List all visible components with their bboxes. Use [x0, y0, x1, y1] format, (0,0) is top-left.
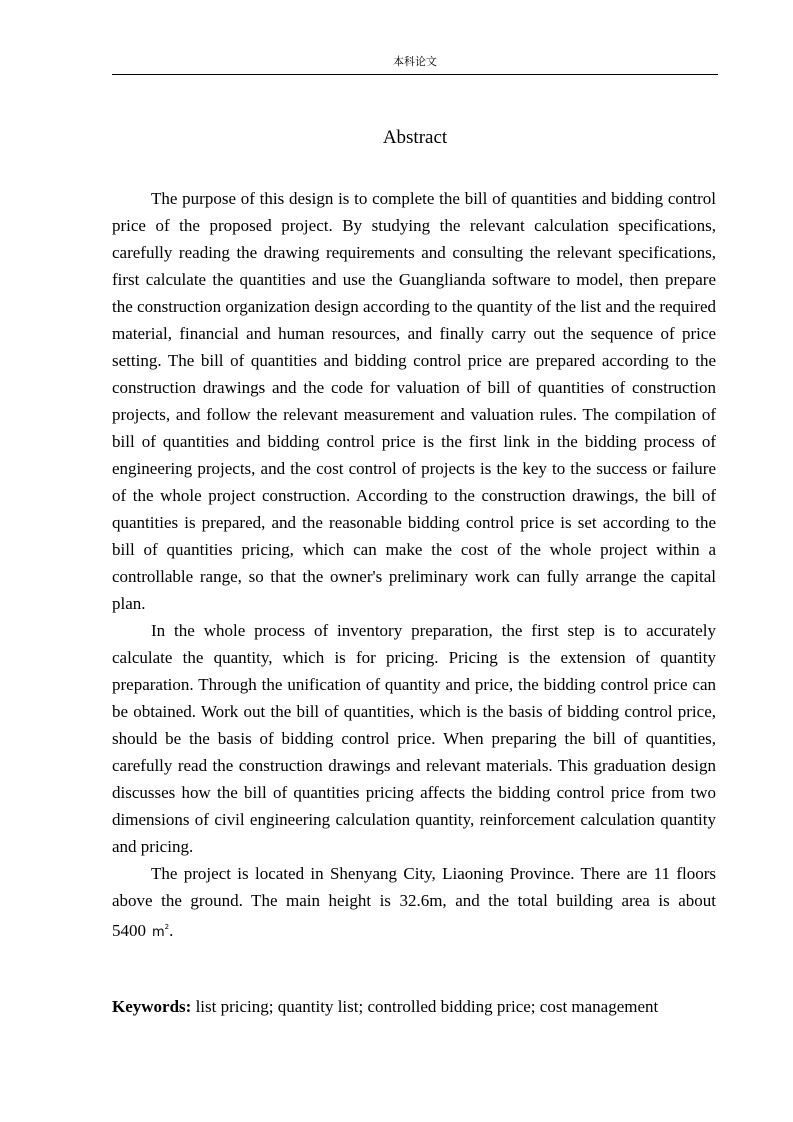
page-title: Abstract	[382, 127, 448, 148]
keywords-line	[112, 993, 722, 1020]
paragraph-3-text: The project is located in Shenyang City, Liaoning Province. There are 11 floors above the ground. The main height is 32.6m, and the total building area is about 5400	[112, 864, 716, 940]
abstract-body	[112, 185, 716, 946]
paragraph-2: In the whole process of inventory preparation, the first step is to accurately calculate the quantity, which is for pricing. Pricing is the extension of quantity preparation. Through the unification of quantity and price, the bidding control price can be obtained. Work out the bill of quantities, which is the basis of bidding control price, should be the basis of bidding control price. When preparing the bill of quantities, carefully read the construction drawings and relevant materials. This graduation design discusses how the bill of quantities pricing affects the bidding control price from two dimensions of civil engineering calculation quantity, reinforcement calculation quantity and pricing.	[112, 621, 716, 856]
page-header	[112, 52, 718, 75]
area-unit-exponent: 2	[164, 923, 170, 931]
keywords-text: list pricing; quantity list; controlled bidding price; cost management	[195, 997, 659, 1016]
paragraph-3	[112, 860, 716, 946]
area-unit-trailing: .	[169, 921, 174, 940]
paragraph-1: The purpose of this design is to complete the bill of quantities and bidding control price of the proposed project. By studying the relevant calculation specifications, carefully reading the drawing requirements and consulting the relevant specifications, first calculate the quantities and use the Guanglianda software to model, then prepare the construction organization design according to the quantity of the list and the required material, financial and human resources, and finally carry out the sequence of price setting. The bill of quantities and bidding control price are prepared according to the construction drawings and the code for valuation of bill of quantities of construction projects, and follow the relevant measurement and valuation rules. The compilation of bill of quantities and bidding control price is the first link in the bidding process of engineering projects, and the cost control of projects is the key to the success or failure of the whole project construction. According to the construction drawings, the bill of quantities is prepared, and the reasonable bidding control price is set according to the bill of quantities pricing, which can make the cost of the whole project within a controllable range, so that the owner's preliminary work can fully arrange the capital plan.	[112, 189, 716, 613]
keywords-label: Keywords:	[112, 997, 192, 1016]
area-unit-base: m	[152, 925, 165, 940]
area-unit	[152, 925, 169, 940]
header-text: 本科论文	[393, 55, 437, 68]
